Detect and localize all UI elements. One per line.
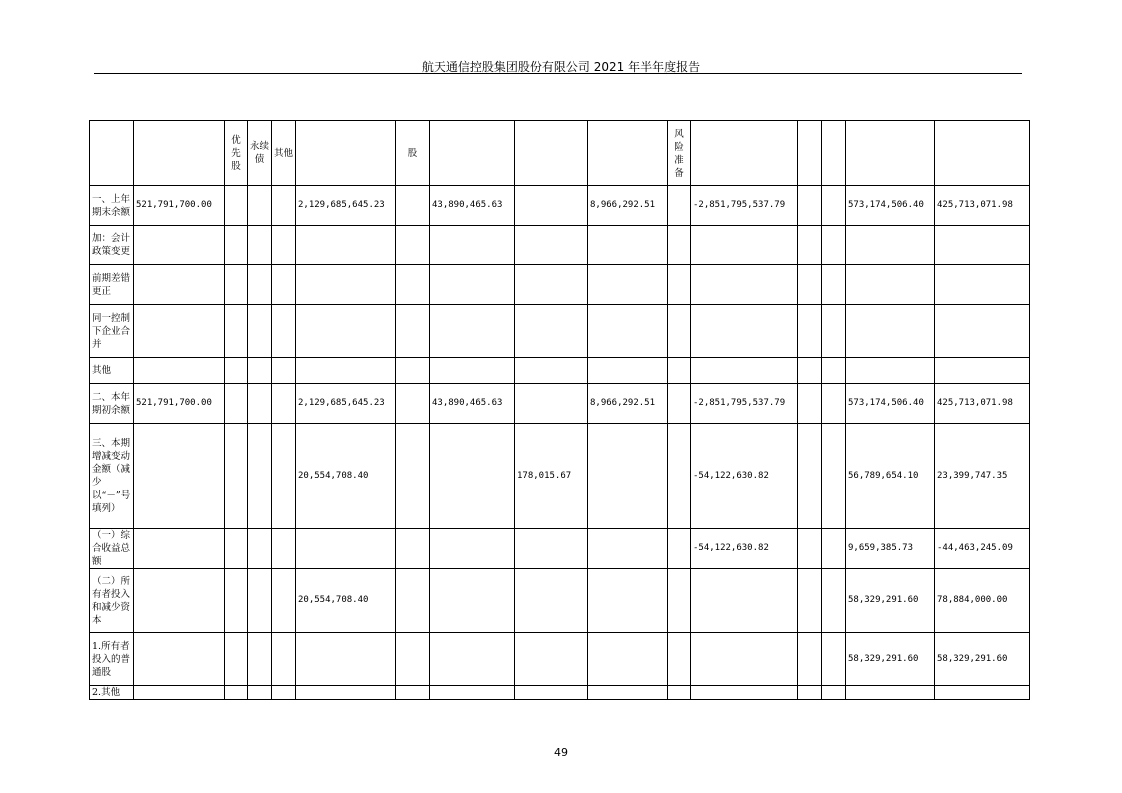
empty-cell <box>396 226 430 265</box>
empty-cell <box>272 686 296 700</box>
amount-cell: -2,851,795,537.79 <box>691 186 798 226</box>
empty-cell <box>822 633 846 686</box>
empty-cell <box>798 529 822 569</box>
table-row <box>90 265 1030 305</box>
empty-cell <box>822 186 846 226</box>
empty-cell <box>272 305 296 358</box>
amount-cell <box>935 305 1030 358</box>
amount-cell: 43,890,465.63 <box>430 186 515 226</box>
table-row <box>90 633 1030 686</box>
empty-cell <box>396 384 430 424</box>
row-label: 1.所有者投入的普通股 <box>90 633 134 686</box>
row-label: 其他 <box>90 358 134 384</box>
empty-cell <box>272 529 296 569</box>
empty-cell <box>798 265 822 305</box>
header-cell <box>90 121 134 186</box>
empty-cell <box>248 265 272 305</box>
amount-cell: 78,884,000.00 <box>935 569 1030 633</box>
amount-cell <box>588 529 668 569</box>
empty-cell <box>668 569 691 633</box>
empty-cell <box>272 186 296 226</box>
amount-cell <box>691 358 798 384</box>
amount-cell <box>515 226 588 265</box>
empty-cell <box>272 226 296 265</box>
amount-cell: 425,713,071.98 <box>935 186 1030 226</box>
amount-cell <box>430 305 515 358</box>
row-label: （一）综合收益总额 <box>90 529 134 569</box>
empty-cell <box>668 384 691 424</box>
empty-cell <box>822 226 846 265</box>
empty-cell <box>225 384 248 424</box>
table-row <box>90 358 1030 384</box>
row-label: 前期差错更正 <box>90 265 134 305</box>
row-label: 加：会计政策变更 <box>90 226 134 265</box>
amount-cell <box>134 358 225 384</box>
table-row <box>90 569 1030 633</box>
empty-cell <box>272 384 296 424</box>
amount-cell <box>935 226 1030 265</box>
page-number: 49 <box>554 746 568 759</box>
empty-cell <box>396 305 430 358</box>
amount-cell: 573,174,506.40 <box>846 384 935 424</box>
empty-cell <box>798 424 822 529</box>
empty-cell <box>248 633 272 686</box>
empty-cell <box>822 529 846 569</box>
amount-cell: 8,966,292.51 <box>588 186 668 226</box>
amount-cell <box>935 358 1030 384</box>
empty-cell <box>248 358 272 384</box>
empty-cell <box>225 305 248 358</box>
amount-cell: 20,554,708.40 <box>296 424 396 529</box>
amount-cell: 58,329,291.60 <box>846 569 935 633</box>
amount-cell <box>296 226 396 265</box>
amount-cell <box>430 686 515 700</box>
table-row <box>90 384 1030 424</box>
row-label: 一、上年期末余额 <box>90 186 134 226</box>
amount-cell: 58,329,291.60 <box>846 633 935 686</box>
amount-cell: 8,966,292.51 <box>588 384 668 424</box>
empty-cell <box>248 569 272 633</box>
amount-cell <box>588 424 668 529</box>
amount-cell: 521,791,700.00 <box>134 186 225 226</box>
table-header-row <box>90 121 1030 186</box>
amount-cell <box>515 186 588 226</box>
amount-cell <box>846 358 935 384</box>
amount-cell <box>935 686 1030 700</box>
empty-cell <box>668 305 691 358</box>
amount-cell: -54,122,630.82 <box>691 529 798 569</box>
empty-cell <box>248 305 272 358</box>
amount-cell <box>588 305 668 358</box>
amount-cell <box>134 226 225 265</box>
empty-cell <box>248 424 272 529</box>
empty-cell <box>668 358 691 384</box>
amount-cell <box>588 358 668 384</box>
empty-cell <box>798 633 822 686</box>
table-row <box>90 186 1030 226</box>
amount-cell <box>296 633 396 686</box>
amount-cell <box>430 424 515 529</box>
amount-cell <box>430 569 515 633</box>
amount-cell <box>515 265 588 305</box>
header-cell <box>691 121 798 186</box>
header-perpetual-bond: 永续债 <box>248 121 272 186</box>
empty-cell <box>248 226 272 265</box>
amount-cell: -44,463,245.09 <box>935 529 1030 569</box>
amount-cell <box>430 358 515 384</box>
amount-cell <box>846 305 935 358</box>
empty-cell <box>798 384 822 424</box>
amount-cell <box>691 265 798 305</box>
amount-cell <box>515 633 588 686</box>
empty-cell <box>798 569 822 633</box>
amount-cell <box>296 529 396 569</box>
empty-cell <box>248 529 272 569</box>
header-other: 其他 <box>272 121 296 186</box>
amount-cell <box>134 529 225 569</box>
header-cell <box>822 121 846 186</box>
amount-cell: 2,129,685,645.23 <box>296 186 396 226</box>
empty-cell <box>272 265 296 305</box>
header-cell <box>430 121 515 186</box>
empty-cell <box>396 529 430 569</box>
amount-cell: 178,015.67 <box>515 424 588 529</box>
amount-cell <box>588 226 668 265</box>
empty-cell <box>272 424 296 529</box>
amount-cell <box>846 226 935 265</box>
amount-cell <box>935 265 1030 305</box>
amount-cell <box>588 569 668 633</box>
empty-cell <box>225 226 248 265</box>
amount-cell <box>134 633 225 686</box>
equity-changes-table <box>89 120 1030 700</box>
empty-cell <box>798 186 822 226</box>
header-cell <box>296 121 396 186</box>
amount-cell <box>134 265 225 305</box>
table-body <box>90 186 1030 700</box>
amount-cell <box>515 569 588 633</box>
empty-cell <box>396 424 430 529</box>
empty-cell <box>798 358 822 384</box>
empty-cell <box>798 686 822 700</box>
empty-cell <box>396 186 430 226</box>
header-cell <box>515 121 588 186</box>
empty-cell <box>668 686 691 700</box>
amount-cell <box>296 686 396 700</box>
amount-cell <box>134 305 225 358</box>
amount-cell: 56,789,654.10 <box>846 424 935 529</box>
empty-cell <box>822 424 846 529</box>
header-cell <box>846 121 935 186</box>
amount-cell <box>691 569 798 633</box>
amount-cell <box>296 305 396 358</box>
empty-cell <box>822 569 846 633</box>
amount-cell: 521,791,700.00 <box>134 384 225 424</box>
empty-cell <box>248 186 272 226</box>
header-cell <box>935 121 1030 186</box>
amount-cell: 43,890,465.63 <box>430 384 515 424</box>
amount-cell <box>846 686 935 700</box>
amount-cell <box>430 265 515 305</box>
amount-cell <box>515 686 588 700</box>
amount-cell: 23,399,747.35 <box>935 424 1030 529</box>
empty-cell <box>822 265 846 305</box>
empty-cell <box>225 529 248 569</box>
empty-cell <box>248 384 272 424</box>
amount-cell <box>515 358 588 384</box>
empty-cell <box>225 186 248 226</box>
amount-cell <box>430 529 515 569</box>
amount-cell: 20,554,708.40 <box>296 569 396 633</box>
amount-cell <box>846 265 935 305</box>
empty-cell <box>668 633 691 686</box>
header-cell <box>588 121 668 186</box>
empty-cell <box>798 226 822 265</box>
empty-cell <box>396 569 430 633</box>
empty-cell <box>396 265 430 305</box>
empty-cell <box>798 305 822 358</box>
amount-cell: 58,329,291.60 <box>935 633 1030 686</box>
empty-cell <box>668 186 691 226</box>
amount-cell: 573,174,506.40 <box>846 186 935 226</box>
row-label: 二、本年期初余额 <box>90 384 134 424</box>
header-preferred-stock: 优先股 <box>225 121 248 186</box>
amount-cell <box>430 633 515 686</box>
table-row <box>90 305 1030 358</box>
amount-cell <box>134 686 225 700</box>
amount-cell: 9,659,385.73 <box>846 529 935 569</box>
amount-cell <box>691 633 798 686</box>
header-rule <box>94 73 1022 74</box>
amount-cell <box>588 633 668 686</box>
amount-cell: -54,122,630.82 <box>691 424 798 529</box>
row-label: 三、本期增减变动金额（减少以“－”号填列） <box>90 424 134 529</box>
amount-cell <box>134 569 225 633</box>
empty-cell <box>668 265 691 305</box>
amount-cell <box>691 226 798 265</box>
empty-cell <box>396 358 430 384</box>
amount-cell: 2,129,685,645.23 <box>296 384 396 424</box>
empty-cell <box>272 569 296 633</box>
table-row <box>90 424 1030 529</box>
empty-cell <box>396 633 430 686</box>
empty-cell <box>822 358 846 384</box>
amount-cell <box>296 358 396 384</box>
empty-cell <box>822 384 846 424</box>
table-row <box>90 686 1030 700</box>
row-label: （二）所有者投入和减少资本 <box>90 569 134 633</box>
header-cell <box>798 121 822 186</box>
amount-cell <box>296 265 396 305</box>
empty-cell <box>272 633 296 686</box>
header-risk-reserve: 风险准备 <box>668 121 691 186</box>
amount-cell <box>515 305 588 358</box>
table-row <box>90 529 1030 569</box>
amount-cell <box>430 226 515 265</box>
table-row <box>90 226 1030 265</box>
empty-cell <box>225 265 248 305</box>
amount-cell: -2,851,795,537.79 <box>691 384 798 424</box>
empty-cell <box>668 226 691 265</box>
empty-cell <box>668 424 691 529</box>
header-cell <box>134 121 225 186</box>
empty-cell <box>248 686 272 700</box>
amount-cell <box>515 529 588 569</box>
amount-cell <box>134 424 225 529</box>
empty-cell <box>396 686 430 700</box>
row-label: 同一控制下企业合并 <box>90 305 134 358</box>
empty-cell <box>225 633 248 686</box>
header-stock-char: 股 <box>396 121 430 186</box>
report-header-title: 航天通信控股集团股份有限公司 2021 年半年度报告 <box>421 60 701 74</box>
amount-cell: 425,713,071.98 <box>935 384 1030 424</box>
empty-cell <box>225 424 248 529</box>
amount-cell <box>691 686 798 700</box>
empty-cell <box>225 358 248 384</box>
empty-cell <box>822 305 846 358</box>
amount-cell <box>691 305 798 358</box>
amount-cell <box>588 265 668 305</box>
empty-cell <box>225 569 248 633</box>
empty-cell <box>225 686 248 700</box>
amount-cell <box>588 686 668 700</box>
empty-cell <box>668 529 691 569</box>
empty-cell <box>272 358 296 384</box>
empty-cell <box>822 686 846 700</box>
amount-cell <box>515 384 588 424</box>
row-label: 2.其他 <box>90 686 134 700</box>
